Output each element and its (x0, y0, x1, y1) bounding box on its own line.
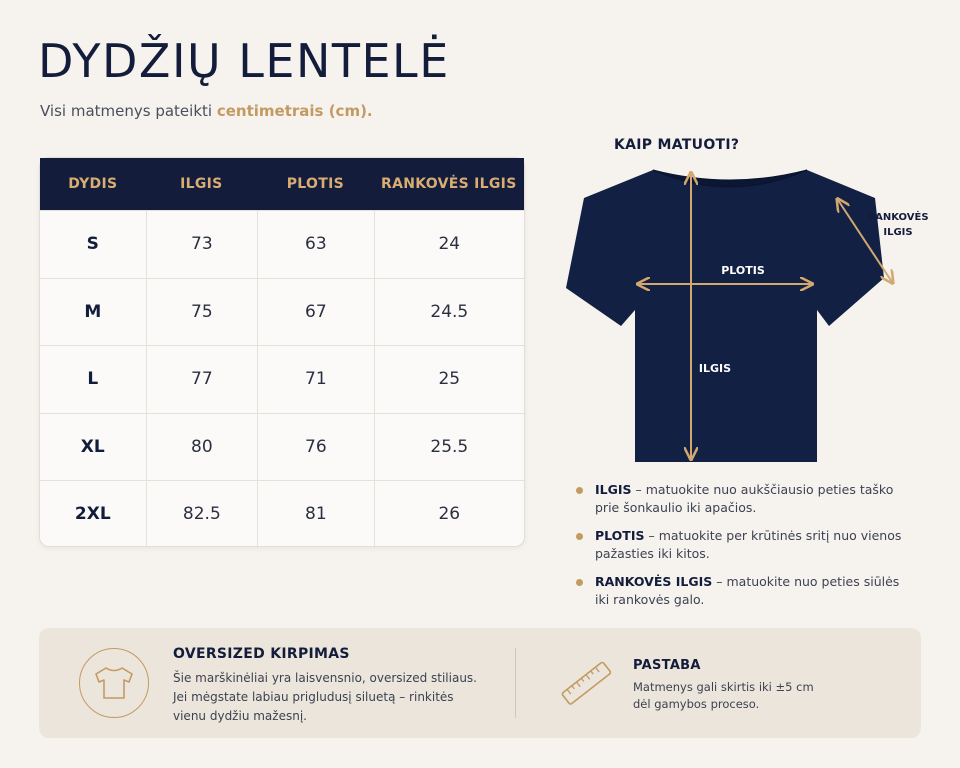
bullet-icon (576, 533, 583, 540)
measure-tips (576, 481, 906, 619)
cell-size: XL (80, 436, 105, 457)
cell-rankoves: 24.5 (374, 279, 524, 346)
cell-size: 2XL (74, 504, 111, 525)
label-rankoves-line1: RANKOVĖS (867, 212, 929, 223)
cell-plotis: 63 (257, 211, 374, 278)
page-title: DYDŽIŲ LENTELĖ (38, 34, 450, 88)
cell-size: M (84, 301, 102, 322)
table-header (40, 158, 524, 210)
tip-text: – matuokite per krūtinės sritį nuo vienos pažasties iki kitos. (595, 528, 902, 561)
oversized-line: Jei mėgstate labiau prigludusį siluetą – rinkitės (173, 690, 454, 704)
bullet-icon (576, 487, 583, 494)
tip-text: – matuokite nuo peties siūlės iki rankovės galo. (595, 574, 900, 607)
tshirt-shape (566, 170, 884, 462)
tip-term: PLOTIS (595, 528, 645, 543)
subtitle (40, 102, 373, 120)
cell-rankoves: 25.5 (374, 414, 524, 481)
note-text (633, 679, 833, 713)
tip-item (576, 573, 906, 609)
size-table (39, 157, 525, 547)
note-line: dėl gamybos proceso. (633, 697, 760, 711)
bullet-icon (576, 579, 583, 586)
cell-size: S (86, 234, 99, 255)
cell-rankoves: 26 (374, 481, 524, 548)
header-plotis: PLOTIS (286, 176, 344, 192)
oversized-line: Šie marškinėliai yra laisvensnio, oversized stiliaus. (173, 671, 477, 685)
note-title: PASTABA (633, 658, 701, 673)
label-rankoves-line2: ILGIS (883, 227, 913, 238)
tip-term: ILGIS (595, 482, 632, 497)
table-row (40, 413, 524, 481)
info-banner (39, 628, 921, 738)
ruler-icon (557, 656, 617, 711)
cell-ilgis: 82.5 (146, 481, 258, 548)
label-plotis: PLOTIS (721, 264, 765, 277)
header-dydis: DYDIS (68, 176, 118, 192)
cell-plotis: 67 (257, 279, 374, 346)
cell-rankoves: 24 (374, 211, 524, 278)
tip-term: RANKOVĖS ILGIS (595, 574, 713, 589)
note-line: Matmenys gali skirtis iki ±5 cm (633, 680, 814, 694)
tip-text: – matuokite nuo aukščiausio peties taško prie šonkaulio iki apačios. (595, 482, 894, 515)
table-row (40, 345, 524, 413)
banner-divider (515, 648, 516, 718)
cell-ilgis: 80 (146, 414, 258, 481)
table-row (40, 480, 524, 548)
cell-size: L (87, 369, 99, 390)
oversized-title: OVERSIZED KIRPIMAS (173, 646, 350, 662)
how-to-measure-title: KAIP MATUOTI? (614, 137, 740, 153)
cell-ilgis: 73 (146, 211, 258, 278)
cell-rankoves: 25 (374, 346, 524, 413)
cell-ilgis: 77 (146, 346, 258, 413)
tip-item (576, 527, 906, 563)
tip-item (576, 481, 906, 517)
cell-plotis: 81 (257, 481, 374, 548)
header-rankoves-ilgis: RANKOVĖS ILGIS (381, 176, 517, 192)
cell-plotis: 71 (257, 346, 374, 413)
tshirt-diagram (555, 160, 929, 470)
cell-ilgis: 75 (146, 279, 258, 346)
oversized-line: vienu dydžiu mažesnį. (173, 709, 307, 723)
subtitle-prefix: Visi matmenys pateikti (40, 102, 213, 120)
tshirt-icon (94, 665, 134, 701)
label-ilgis: ILGIS (698, 362, 732, 375)
table-row (40, 278, 524, 346)
cell-plotis: 76 (257, 414, 374, 481)
oversized-text (173, 669, 493, 726)
header-ilgis: ILGIS (180, 176, 223, 192)
table-row (40, 210, 524, 278)
tshirt-icon-ring (79, 648, 149, 718)
subtitle-accent: centimetrais (cm). (216, 102, 373, 120)
